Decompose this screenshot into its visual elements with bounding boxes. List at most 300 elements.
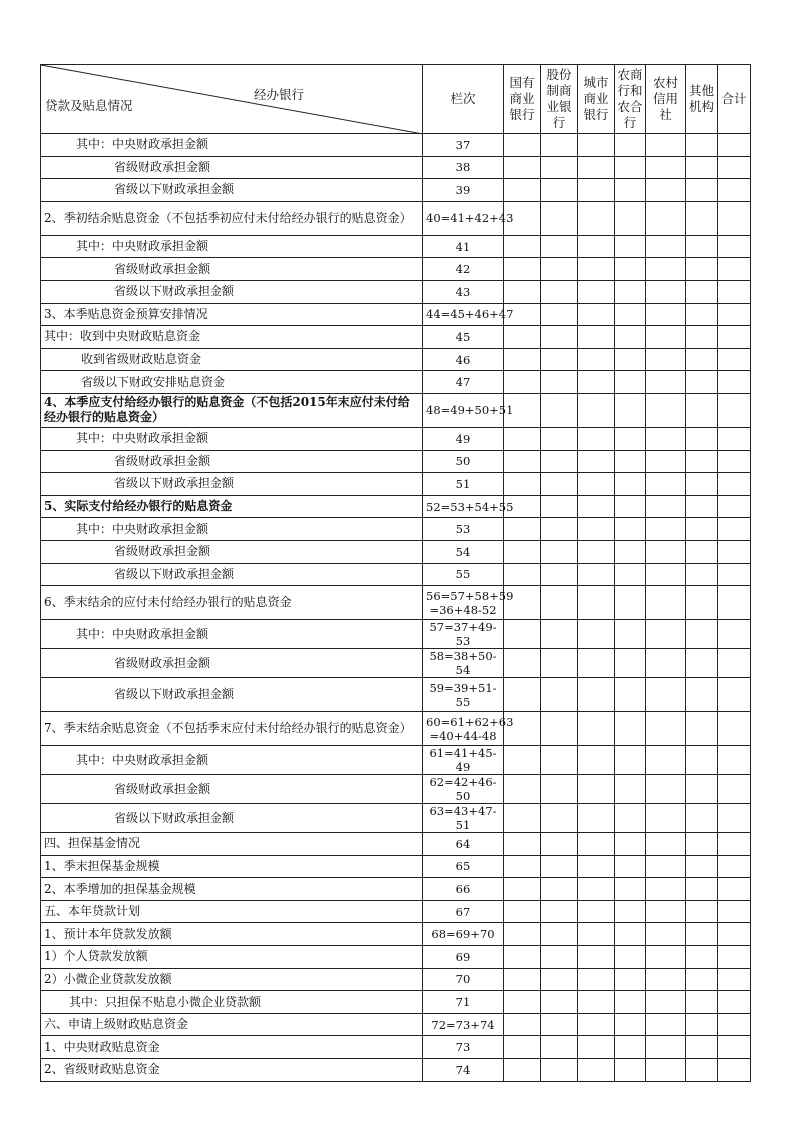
value-cell[interactable]	[646, 280, 686, 303]
value-cell[interactable]	[686, 649, 718, 678]
value-cell[interactable]	[504, 563, 541, 586]
value-cell[interactable]	[718, 280, 751, 303]
value-cell[interactable]	[646, 775, 686, 804]
value-cell[interactable]	[504, 855, 541, 878]
value-cell[interactable]	[541, 946, 578, 969]
value-cell[interactable]	[615, 923, 646, 946]
value-cell[interactable]	[504, 649, 541, 678]
value-cell[interactable]	[646, 427, 686, 450]
value-cell[interactable]	[504, 804, 541, 833]
row-label: 7、季末结余贴息资金（不包括季末应付未付给经办银行的贴息资金）	[41, 712, 423, 746]
table-row	[41, 968, 751, 991]
value-cell[interactable]	[615, 804, 646, 833]
value-cell[interactable]	[686, 923, 718, 946]
value-cell[interactable]	[578, 833, 615, 856]
header-loan-label: 贷款及贴息情况	[45, 98, 133, 113]
value-cell[interactable]	[504, 326, 541, 349]
value-cell[interactable]	[646, 326, 686, 349]
value-cell[interactable]	[718, 855, 751, 878]
value-cell[interactable]	[504, 1013, 541, 1036]
value-cell[interactable]	[541, 833, 578, 856]
value-cell[interactable]	[615, 518, 646, 541]
value-cell[interactable]	[646, 746, 686, 775]
row-label: 1、中央财政贴息资金	[41, 1036, 423, 1059]
value-cell[interactable]	[686, 235, 718, 258]
value-cell[interactable]	[504, 991, 541, 1014]
value-cell[interactable]	[686, 450, 718, 473]
value-cell[interactable]	[686, 179, 718, 202]
value-cell[interactable]	[718, 427, 751, 450]
value-cell[interactable]	[686, 540, 718, 563]
value-cell[interactable]	[578, 1013, 615, 1036]
row-code: 72=73+74	[423, 1013, 504, 1036]
value-cell[interactable]	[646, 586, 686, 620]
value-cell[interactable]	[615, 201, 646, 235]
value-cell[interactable]	[615, 946, 646, 969]
value-cell[interactable]	[578, 900, 615, 923]
value-cell[interactable]	[504, 371, 541, 394]
value-cell[interactable]	[578, 393, 615, 427]
value-cell[interactable]	[541, 235, 578, 258]
value-cell[interactable]	[578, 179, 615, 202]
value-cell[interactable]	[718, 326, 751, 349]
value-cell[interactable]	[541, 746, 578, 775]
value-cell[interactable]	[686, 946, 718, 969]
value-cell[interactable]	[686, 258, 718, 281]
value-cell[interactable]	[686, 348, 718, 371]
value-cell[interactable]	[504, 968, 541, 991]
value-cell[interactable]	[541, 1059, 578, 1082]
value-cell[interactable]	[646, 348, 686, 371]
value-cell[interactable]	[578, 586, 615, 620]
row-label: 1）个人贷款发放额	[41, 946, 423, 969]
header-bank-label: 经办银行	[253, 87, 304, 102]
value-cell[interactable]	[615, 746, 646, 775]
value-cell[interactable]	[504, 900, 541, 923]
value-cell[interactable]	[718, 946, 751, 969]
value-cell[interactable]	[686, 495, 718, 518]
value-cell[interactable]	[578, 348, 615, 371]
value-cell[interactable]	[541, 855, 578, 878]
value-cell[interactable]	[646, 833, 686, 856]
value-cell[interactable]	[686, 201, 718, 235]
value-cell[interactable]	[504, 179, 541, 202]
value-cell[interactable]	[646, 201, 686, 235]
value-cell[interactable]	[578, 746, 615, 775]
value-cell[interactable]	[646, 134, 686, 157]
value-cell[interactable]	[541, 303, 578, 326]
value-cell[interactable]	[615, 371, 646, 394]
value-cell[interactable]	[718, 235, 751, 258]
value-cell[interactable]	[718, 348, 751, 371]
value-cell[interactable]	[615, 235, 646, 258]
value-cell[interactable]	[686, 586, 718, 620]
row-label: 其中：收到中央财政贴息资金	[41, 326, 423, 349]
value-cell[interactable]	[686, 427, 718, 450]
row-code: 74	[423, 1059, 504, 1082]
value-cell[interactable]	[541, 393, 578, 427]
value-cell[interactable]	[615, 620, 646, 649]
table-row	[41, 991, 751, 1014]
value-cell[interactable]	[718, 563, 751, 586]
value-cell[interactable]	[718, 991, 751, 1014]
row-code: 41	[423, 235, 504, 258]
value-cell[interactable]	[718, 804, 751, 833]
value-cell[interactable]	[718, 1036, 751, 1059]
value-cell[interactable]	[578, 620, 615, 649]
value-cell[interactable]	[541, 678, 578, 712]
value-cell[interactable]	[686, 775, 718, 804]
value-cell[interactable]	[578, 303, 615, 326]
value-cell[interactable]	[615, 326, 646, 349]
value-cell[interactable]	[504, 923, 541, 946]
header-total: 合计	[718, 65, 751, 134]
value-cell[interactable]	[646, 946, 686, 969]
value-cell[interactable]	[615, 427, 646, 450]
value-cell[interactable]	[615, 258, 646, 281]
value-cell[interactable]	[541, 923, 578, 946]
value-cell[interactable]	[718, 371, 751, 394]
value-cell[interactable]	[646, 712, 686, 746]
value-cell[interactable]	[541, 518, 578, 541]
value-cell[interactable]	[718, 179, 751, 202]
value-cell[interactable]	[615, 968, 646, 991]
value-cell[interactable]	[615, 495, 646, 518]
value-cell[interactable]	[504, 258, 541, 281]
value-cell[interactable]	[615, 563, 646, 586]
value-cell[interactable]	[646, 968, 686, 991]
value-cell[interactable]	[578, 134, 615, 157]
value-cell[interactable]	[646, 900, 686, 923]
table-row	[41, 712, 751, 746]
value-cell[interactable]	[686, 855, 718, 878]
value-cell[interactable]	[504, 427, 541, 450]
value-cell[interactable]	[615, 712, 646, 746]
value-cell[interactable]	[541, 775, 578, 804]
value-cell[interactable]	[541, 968, 578, 991]
value-cell[interactable]	[646, 1013, 686, 1036]
value-cell[interactable]	[718, 649, 751, 678]
value-cell[interactable]	[718, 473, 751, 496]
table-row	[41, 833, 751, 856]
value-cell[interactable]	[541, 427, 578, 450]
value-cell[interactable]	[718, 303, 751, 326]
header-code: 栏次	[423, 65, 504, 134]
value-cell[interactable]	[686, 1059, 718, 1082]
value-cell[interactable]	[646, 495, 686, 518]
value-cell[interactable]	[615, 156, 646, 179]
row-label: 5、实际支付给经办银行的贴息资金	[41, 495, 423, 518]
value-cell[interactable]	[541, 900, 578, 923]
value-cell[interactable]	[615, 303, 646, 326]
value-cell[interactable]	[578, 923, 615, 946]
value-cell[interactable]	[686, 712, 718, 746]
value-cell[interactable]	[541, 563, 578, 586]
value-cell[interactable]	[686, 303, 718, 326]
header-rural-credit: 农村 信用 社	[646, 65, 686, 134]
value-cell[interactable]	[686, 134, 718, 157]
value-cell[interactable]	[504, 620, 541, 649]
value-cell[interactable]	[541, 586, 578, 620]
value-cell[interactable]	[718, 968, 751, 991]
value-cell[interactable]	[578, 371, 615, 394]
value-cell[interactable]	[578, 878, 615, 901]
value-cell[interactable]	[578, 968, 615, 991]
value-cell[interactable]	[615, 179, 646, 202]
value-cell[interactable]	[541, 371, 578, 394]
value-cell[interactable]	[541, 991, 578, 1014]
value-cell[interactable]	[615, 991, 646, 1014]
row-code: 43	[423, 280, 504, 303]
value-cell[interactable]	[504, 348, 541, 371]
value-cell[interactable]	[541, 258, 578, 281]
value-cell[interactable]	[686, 678, 718, 712]
value-cell[interactable]	[615, 833, 646, 856]
value-cell[interactable]	[578, 450, 615, 473]
value-cell[interactable]	[686, 804, 718, 833]
value-cell[interactable]	[718, 775, 751, 804]
row-label: 六、申请上级财政贴息资金	[41, 1013, 423, 1036]
value-cell[interactable]	[686, 746, 718, 775]
value-cell[interactable]	[718, 833, 751, 856]
row-code: 61=41+45-49	[423, 746, 504, 775]
value-cell[interactable]	[578, 201, 615, 235]
value-cell[interactable]	[504, 878, 541, 901]
value-cell[interactable]	[686, 393, 718, 427]
value-cell[interactable]	[646, 991, 686, 1014]
table-row	[41, 518, 751, 541]
value-cell[interactable]	[686, 833, 718, 856]
row-code: 49	[423, 427, 504, 450]
value-cell[interactable]	[646, 235, 686, 258]
table-row	[41, 235, 751, 258]
value-cell[interactable]	[646, 649, 686, 678]
value-cell[interactable]	[718, 678, 751, 712]
row-label: 3、本季贴息资金预算安排情况	[41, 303, 423, 326]
value-cell[interactable]	[504, 134, 541, 157]
value-cell[interactable]	[504, 746, 541, 775]
value-cell[interactable]	[578, 326, 615, 349]
value-cell[interactable]	[578, 235, 615, 258]
value-cell[interactable]	[615, 878, 646, 901]
value-cell[interactable]	[541, 134, 578, 157]
row-label: 省级财政承担金额	[41, 540, 423, 563]
value-cell[interactable]	[504, 1059, 541, 1082]
value-cell[interactable]	[718, 900, 751, 923]
value-cell[interactable]	[541, 540, 578, 563]
value-cell[interactable]	[718, 923, 751, 946]
value-cell[interactable]	[578, 946, 615, 969]
row-label: 省级财政承担金额	[41, 156, 423, 179]
value-cell[interactable]	[578, 518, 615, 541]
value-cell[interactable]	[578, 540, 615, 563]
value-cell[interactable]	[504, 833, 541, 856]
value-cell[interactable]	[541, 280, 578, 303]
value-cell[interactable]	[718, 393, 751, 427]
row-code: 55	[423, 563, 504, 586]
value-cell[interactable]	[541, 1013, 578, 1036]
value-cell[interactable]	[578, 991, 615, 1014]
value-cell[interactable]	[504, 235, 541, 258]
value-cell[interactable]	[718, 746, 751, 775]
value-cell[interactable]	[718, 258, 751, 281]
value-cell[interactable]	[615, 134, 646, 157]
value-cell[interactable]	[578, 804, 615, 833]
value-cell[interactable]	[686, 518, 718, 541]
value-cell[interactable]	[504, 1036, 541, 1059]
value-cell[interactable]	[718, 712, 751, 746]
value-cell[interactable]	[646, 393, 686, 427]
value-cell[interactable]	[646, 179, 686, 202]
value-cell[interactable]	[718, 620, 751, 649]
value-cell[interactable]	[615, 1013, 646, 1036]
value-cell[interactable]	[686, 1036, 718, 1059]
value-cell[interactable]	[541, 495, 578, 518]
value-cell[interactable]	[615, 450, 646, 473]
value-cell[interactable]	[615, 473, 646, 496]
value-cell[interactable]	[541, 712, 578, 746]
table-row	[41, 746, 751, 775]
value-cell[interactable]	[615, 649, 646, 678]
value-cell[interactable]	[615, 1036, 646, 1059]
value-cell[interactable]	[718, 518, 751, 541]
row-code: 71	[423, 991, 504, 1014]
value-cell[interactable]	[646, 473, 686, 496]
row-label: 其中：中央财政承担金额	[41, 134, 423, 157]
value-cell[interactable]	[541, 156, 578, 179]
value-cell[interactable]	[686, 473, 718, 496]
value-cell[interactable]	[541, 878, 578, 901]
value-cell[interactable]	[646, 878, 686, 901]
value-cell[interactable]	[541, 201, 578, 235]
value-cell[interactable]	[541, 473, 578, 496]
value-cell[interactable]	[578, 563, 615, 586]
value-cell[interactable]	[504, 473, 541, 496]
value-cell[interactable]	[615, 348, 646, 371]
table-row	[41, 900, 751, 923]
value-cell[interactable]	[686, 620, 718, 649]
value-cell[interactable]	[646, 1036, 686, 1059]
row-label: 省级财政承担金额	[41, 450, 423, 473]
value-cell[interactable]	[718, 134, 751, 157]
row-label: 其中：中央财政承担金额	[41, 518, 423, 541]
value-cell[interactable]	[646, 540, 686, 563]
value-cell[interactable]	[541, 804, 578, 833]
value-cell[interactable]	[718, 1013, 751, 1036]
value-cell[interactable]	[504, 540, 541, 563]
value-cell[interactable]	[646, 156, 686, 179]
value-cell[interactable]	[578, 156, 615, 179]
value-cell[interactable]	[718, 495, 751, 518]
value-cell[interactable]	[646, 1059, 686, 1082]
value-cell[interactable]	[541, 1036, 578, 1059]
value-cell[interactable]	[504, 946, 541, 969]
value-cell[interactable]	[686, 156, 718, 179]
value-cell[interactable]	[615, 775, 646, 804]
table-row	[41, 946, 751, 969]
value-cell[interactable]	[686, 371, 718, 394]
value-cell[interactable]	[646, 563, 686, 586]
value-cell[interactable]	[615, 280, 646, 303]
value-cell[interactable]	[615, 900, 646, 923]
value-cell[interactable]	[686, 326, 718, 349]
value-cell[interactable]	[686, 878, 718, 901]
value-cell[interactable]	[615, 586, 646, 620]
value-cell[interactable]	[615, 393, 646, 427]
value-cell[interactable]	[615, 1059, 646, 1082]
value-cell[interactable]	[578, 280, 615, 303]
value-cell[interactable]	[578, 473, 615, 496]
value-cell[interactable]	[718, 1059, 751, 1082]
value-cell[interactable]	[578, 1059, 615, 1082]
value-cell[interactable]	[646, 450, 686, 473]
value-cell[interactable]	[718, 156, 751, 179]
value-cell[interactable]	[504, 775, 541, 804]
value-cell[interactable]	[686, 968, 718, 991]
value-cell[interactable]	[686, 900, 718, 923]
value-cell[interactable]	[646, 258, 686, 281]
value-cell[interactable]	[646, 303, 686, 326]
value-cell[interactable]	[578, 649, 615, 678]
value-cell[interactable]	[504, 678, 541, 712]
value-cell[interactable]	[615, 855, 646, 878]
row-label: 其中：中央财政承担金额	[41, 620, 423, 649]
value-cell[interactable]	[578, 678, 615, 712]
value-cell[interactable]	[686, 563, 718, 586]
value-cell[interactable]	[615, 540, 646, 563]
table-row	[41, 156, 751, 179]
value-cell[interactable]	[504, 518, 541, 541]
value-cell[interactable]	[578, 712, 615, 746]
value-cell[interactable]	[646, 678, 686, 712]
table-row	[41, 804, 751, 833]
value-cell[interactable]	[541, 450, 578, 473]
value-cell[interactable]	[646, 855, 686, 878]
value-cell[interactable]	[578, 775, 615, 804]
value-cell[interactable]	[541, 179, 578, 202]
value-cell[interactable]	[541, 348, 578, 371]
row-code: 59=39+51-55	[423, 678, 504, 712]
value-cell[interactable]	[718, 540, 751, 563]
value-cell[interactable]	[686, 280, 718, 303]
row-code: 68=69+70	[423, 923, 504, 946]
value-cell[interactable]	[541, 620, 578, 649]
value-cell[interactable]	[646, 923, 686, 946]
value-cell[interactable]	[541, 326, 578, 349]
value-cell[interactable]	[578, 427, 615, 450]
value-cell[interactable]	[686, 991, 718, 1014]
value-cell[interactable]	[504, 156, 541, 179]
value-cell[interactable]	[686, 1013, 718, 1036]
value-cell[interactable]	[504, 450, 541, 473]
value-cell[interactable]	[646, 518, 686, 541]
value-cell[interactable]	[718, 878, 751, 901]
value-cell[interactable]	[718, 201, 751, 235]
value-cell[interactable]	[541, 649, 578, 678]
row-code: 42	[423, 258, 504, 281]
value-cell[interactable]	[578, 1036, 615, 1059]
value-cell[interactable]	[646, 371, 686, 394]
value-cell[interactable]	[646, 620, 686, 649]
value-cell[interactable]	[615, 678, 646, 712]
value-cell[interactable]	[578, 258, 615, 281]
value-cell[interactable]	[578, 495, 615, 518]
value-cell[interactable]	[578, 855, 615, 878]
value-cell[interactable]	[504, 280, 541, 303]
value-cell[interactable]	[718, 586, 751, 620]
value-cell[interactable]	[646, 804, 686, 833]
value-cell[interactable]	[718, 450, 751, 473]
